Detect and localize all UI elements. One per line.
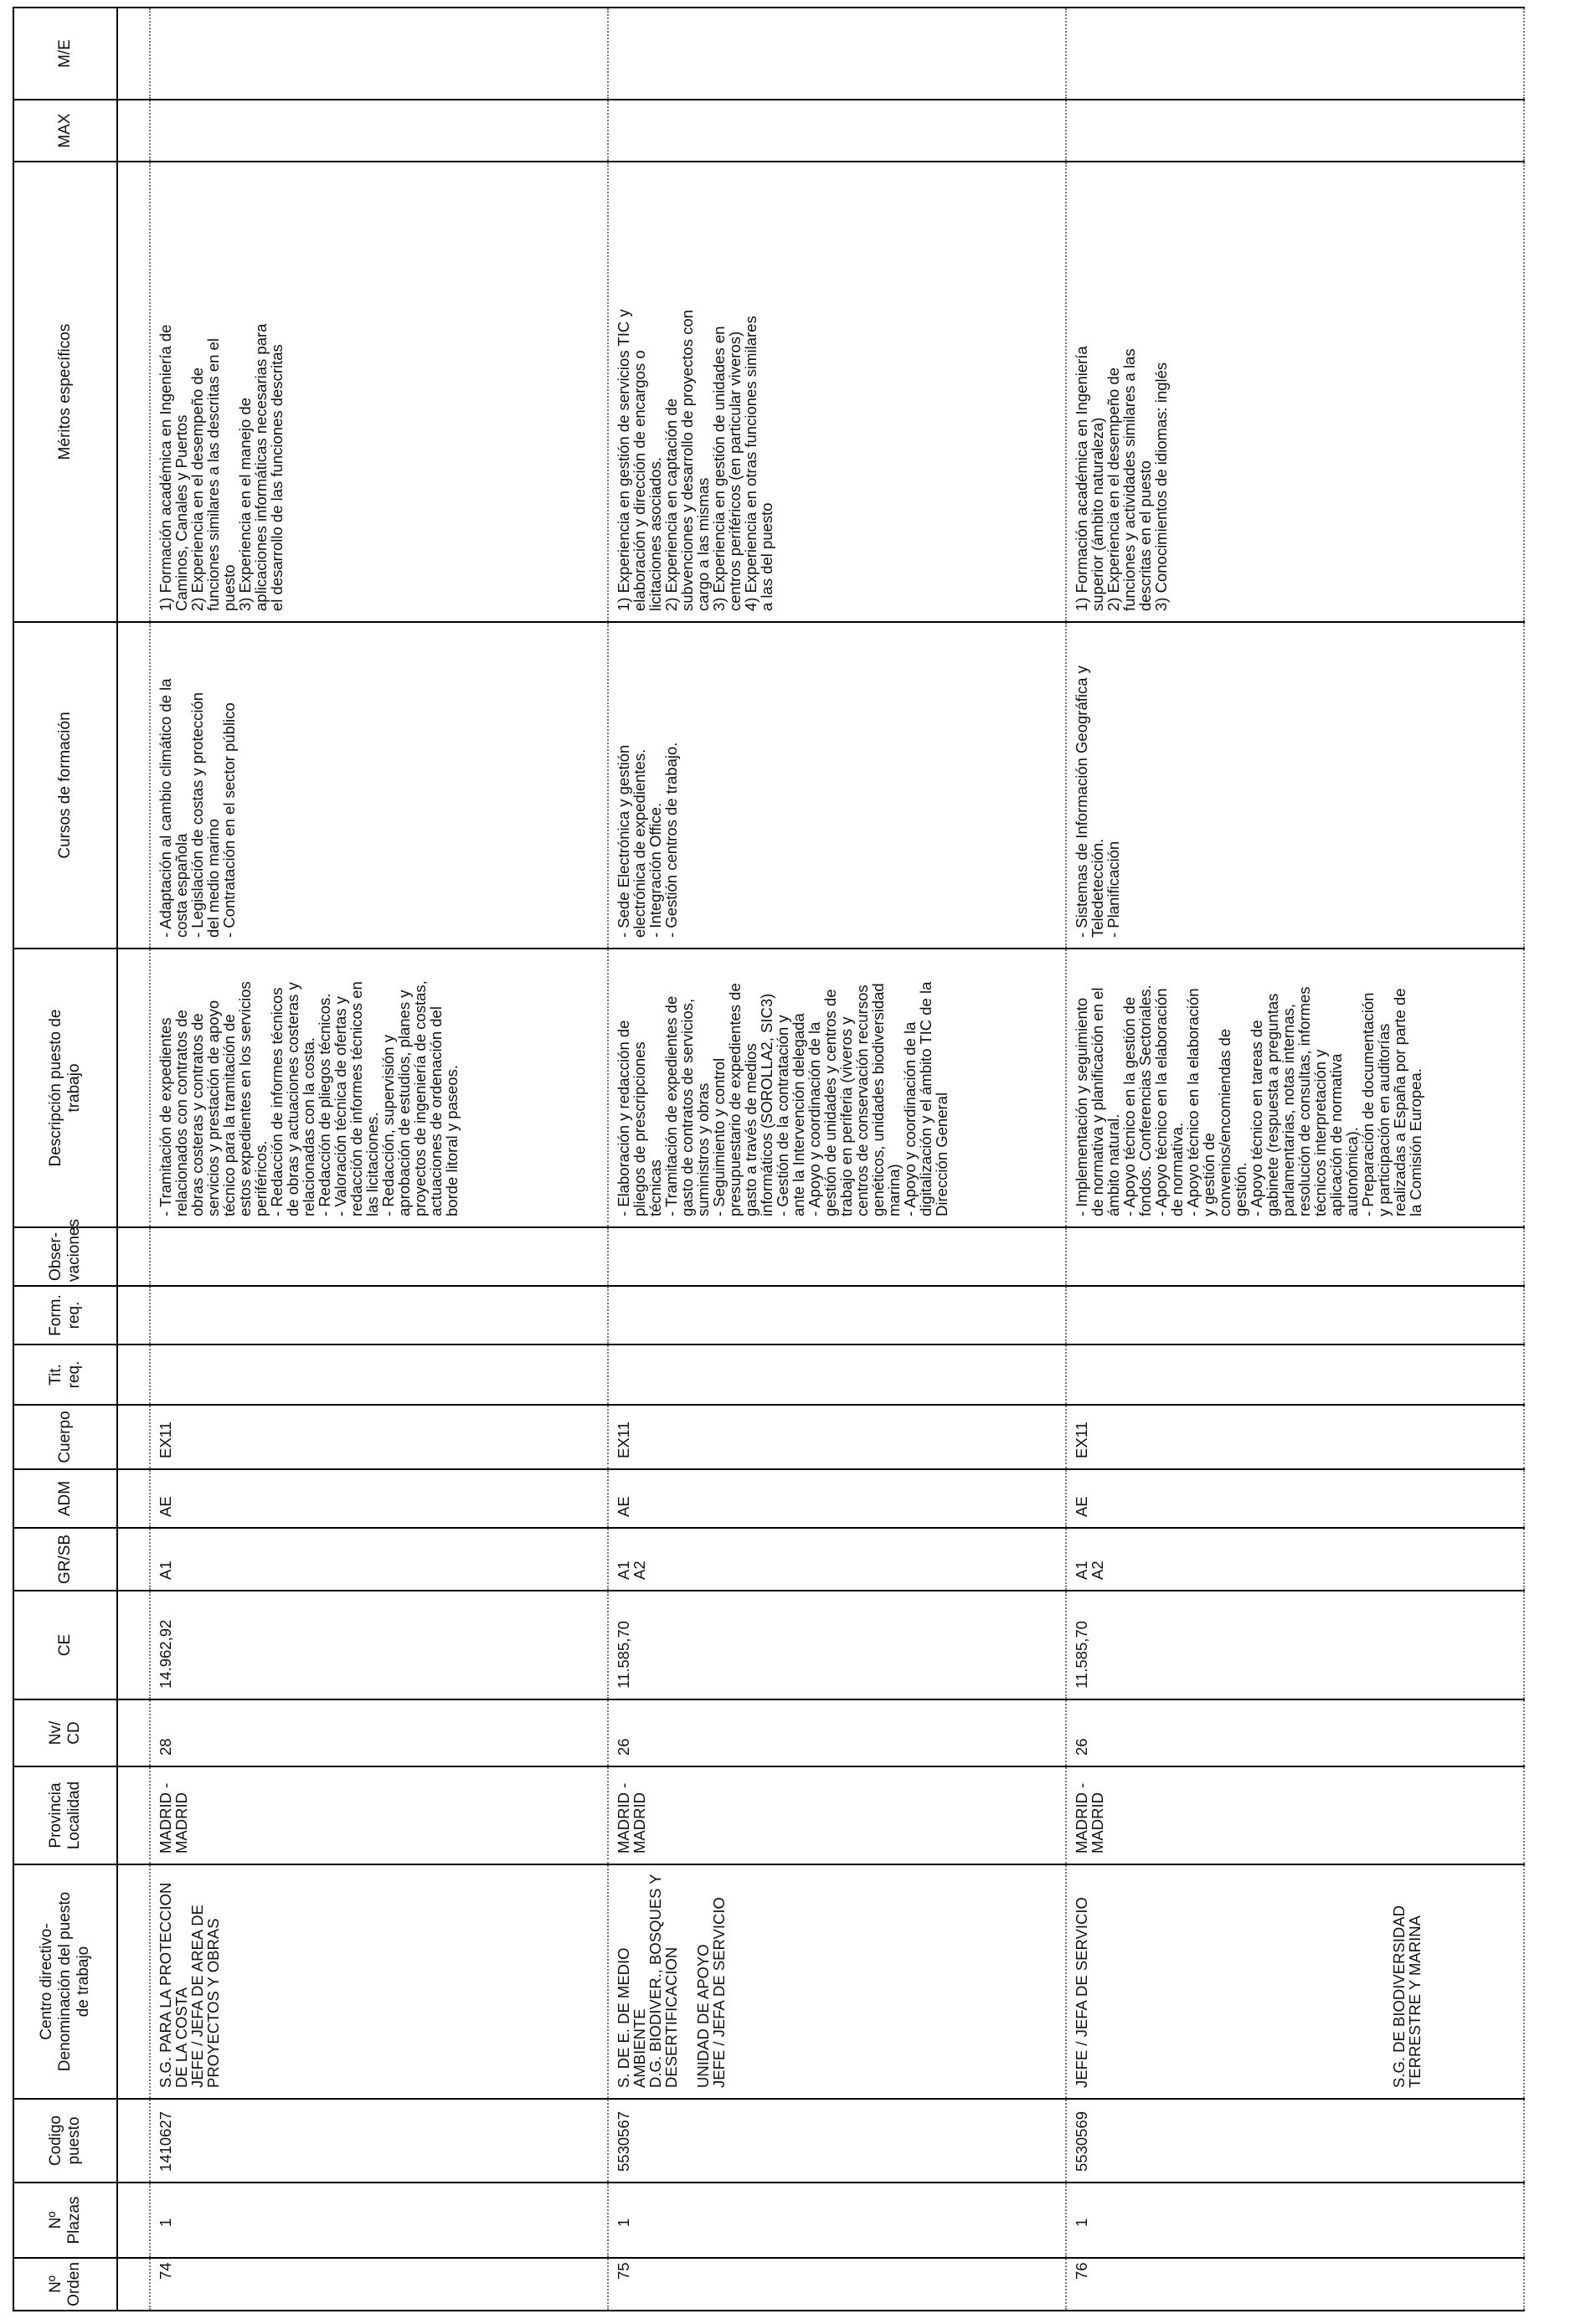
header-spacer-row — [117, 8, 150, 2311]
cell-plazas: 1 — [1066, 2183, 1524, 2258]
header-nv: Nv/ CD — [13, 1699, 117, 1766]
cell-cuerpo: EX11 — [1066, 1405, 1524, 1469]
cell-cursos: - Sistemas de Información Geográfica y Teledetección. - Planificación — [1066, 622, 1524, 949]
cell-form — [1066, 1286, 1524, 1345]
header-ce: CE — [13, 1591, 117, 1699]
cell-provincia: MADRID - MADRID — [150, 1766, 608, 1864]
cell-adm: AE — [150, 1469, 608, 1528]
cell-provincia: MADRID - MADRID — [608, 1766, 1066, 1864]
cell-max — [1066, 100, 1524, 162]
cell-centro — [608, 1864, 1066, 2099]
cell-meritos: 1) Experiencia en gestión de servicios TIC y elaboración y dirección de encargos o licitaciones asociados. 2) Experiencia en captación de subvenciones y desarrollo de proyectos con cargo a las mismas 3) Experiencia en gestión de unidades en centros periféricos (en particular viveros) 4) Experiencia en otras funciones similares a las del puesto — [608, 162, 1066, 622]
table-row — [150, 8, 608, 2311]
cell-gr: A1 — [150, 1528, 608, 1591]
header-cursos: Cursos de formación — [13, 622, 117, 949]
cell-adm: AE — [1066, 1469, 1524, 1528]
cell-me — [608, 8, 1066, 100]
cell-nv: 26 — [1066, 1699, 1524, 1766]
cell-orden: 74 — [150, 2258, 608, 2311]
cell-tit — [1066, 1345, 1524, 1405]
header-centro: Centro directivo- Denominación del puesto de trabajo — [13, 1864, 117, 2099]
centro-unit: S.G. PARA LA PROTECCION DE LA COSTA — [157, 1882, 190, 2088]
header-max: MAX — [13, 100, 117, 162]
cell-me — [150, 8, 608, 100]
cell-nv: 26 — [608, 1699, 1066, 1766]
cell-codigo: 5530569 — [1066, 2099, 1524, 2183]
table-row — [608, 8, 1066, 2311]
header-plazas: Nº Plazas — [13, 2183, 117, 2258]
cell-ce: 11.585,70 — [608, 1591, 1066, 1699]
cell-cuerpo: EX11 — [608, 1405, 1066, 1469]
header-adm: ADM — [13, 1469, 117, 1528]
cell-descripcion: - Implementación y seguimiento de normativa y planificación en el ámbito natural. - Apoyo técnico en la gestión de fondos. Conferencias Sectoriales. - Apoyo técnico en la elaboración de normativa. - Apoyo técnico en la elaboración y gestión de convenios/encomiendas de gestión. - Apoyo técnico en tareas de gabinete (respuesta a preguntas parlamentarias, notas internas, resolución de consultas, informes técnicos interpretación y aplicación de normativa autonómica). - Preparación de documentación y participación en auditorías realizadas a España por parte de la Comisión Europea. — [1066, 949, 1524, 1227]
cell-cursos: - Adaptación al cambio climático de la costa española - Legislación de costas y protección del medio marino - Contratación en el sector público — [150, 622, 608, 949]
cell-max — [608, 100, 1066, 162]
cell-codigo: 1410627 — [150, 2099, 608, 2183]
cell-obs — [1066, 1227, 1524, 1286]
cell-obs — [150, 1227, 608, 1286]
centro-puesto: JEFE / JEFA DE SERVICIO — [1073, 1897, 1090, 2088]
header-descripcion: Descripción puesto de trabajo — [13, 949, 117, 1227]
cell-tit — [150, 1345, 608, 1405]
cell-meritos: 1) Formación académica en Ingeniería de Caminos, Canales y Puertos 2) Experiencia en el desempeño de funciones similares a las descritas en el puesto 3) Experiencia en el manejo de aplicaciones informáticas necesarias para el desarrollo de las funciones descritas — [150, 162, 608, 622]
job-positions-table — [13, 7, 1525, 2311]
header-meritos: Méritos específicos — [13, 162, 117, 622]
cell-obs — [608, 1227, 1066, 1286]
cell-orden: 75 — [608, 2258, 1066, 2311]
centro-puesto: JEFE / JEFA DE SERVICIO — [710, 1897, 728, 2088]
cell-tit — [608, 1345, 1066, 1405]
centro-unit: S. DE E. DE MEDIO AMBIENTE D.G. BIODIVER., BOSQUES Y DESERTIFICACION UNIDAD DE APOYO — [615, 1874, 712, 2088]
cell-form — [608, 1286, 1066, 1345]
cell-adm: AE — [608, 1469, 1066, 1528]
cell-me — [1066, 8, 1524, 100]
centro-puesto: JEFE / JEFA DE AREA DE PROYECTOS Y OBRAS — [188, 1905, 222, 2088]
cell-meritos: 1) Formación académica en Ingeniería superior (ámbito naturaleza) 2) Experiencia en el desempeño de funciones y actividades similares a las descritas en el puesto 3) Conocimientos de idiomas: inglés — [1066, 162, 1524, 622]
cell-ce: 14.962,92 — [150, 1591, 608, 1699]
cell-centro — [150, 1864, 608, 2099]
header-codigo: Codigo puesto — [13, 2099, 117, 2183]
table-row — [1066, 8, 1524, 2311]
cell-centro — [1066, 1864, 1524, 2099]
header-me: M/E — [13, 8, 117, 100]
header-obs: Obser- vaciones — [13, 1227, 117, 1286]
cell-max — [150, 100, 608, 162]
cell-provincia: MADRID - MADRID — [1066, 1766, 1524, 1864]
cell-cursos: - Sede Electrónica y gestión electrónica de expedientes. - Integración Office. - Gestión centros de trabajo. — [608, 622, 1066, 949]
cell-descripcion: - Tramitación de expedientes relacionados con contratos de obras costeras y contratos de servicios y prestación de apoyo técnico para la tramitación de estos expedientes en los servicios periféricos. - Redacción de informes técnicos de obras y actuaciones costeras y relacionadas con la costa. - Redacción de pliegos técnicos. - Valoración técnica de ofertas y redacción de informes técnicos en las licitaciones. - Redacción, supervisión y aprobación de estudios, planes y proyectos de ingeniería de costas, actuaciones de ordenación del borde litoral y paseos. — [150, 949, 608, 1227]
header-tit: Tit. req. — [13, 1345, 117, 1405]
header-gr: GR/SB — [13, 1528, 117, 1591]
cell-cuerpo: EX11 — [150, 1405, 608, 1469]
header-provincia: Provincia Localidad — [13, 1766, 117, 1864]
header-orden: Nº Orden — [13, 2258, 117, 2311]
cell-nv: 28 — [150, 1699, 608, 1766]
header-form: Form. req. — [13, 1286, 117, 1345]
cell-gr: A1 A2 — [1066, 1528, 1524, 1591]
cell-plazas: 1 — [150, 2183, 608, 2258]
header-row — [13, 8, 117, 2311]
cell-gr: A1 A2 — [608, 1528, 1066, 1591]
cell-codigo: 5530567 — [608, 2099, 1066, 2183]
cell-plazas: 1 — [608, 2183, 1066, 2258]
header-cuerpo: Cuerpo — [13, 1405, 117, 1469]
cell-ce: 11.585,70 — [1066, 1591, 1524, 1699]
centro-after: S.G. DE BIODIVERSIDAD TERRESTRE Y MARINA — [1390, 1905, 1424, 2088]
cell-form — [150, 1286, 608, 1345]
cell-descripcion: - Elaboración y redacción de pliegos de prescripciones técnicas - Tramitación de expedientes de gasto de contratos de servicios, suministros y obras - Seguimiento y control presupuestario de expedientes de gasto a través de medios informáticos (SOROLLA2, SIC3) - Gestión de la contratación y ante la Intervención delegada - Apoyo y coordinación de la gestión de unidades y centros de trabajo en periferia (viveros y centros de conservación recursos genéticos, unidades biodiversidad marina) - Apoyo y coordinación de la digitalización y el ámbito TIC de la Dirección General — [608, 949, 1066, 1227]
cell-orden: 76 — [1066, 2258, 1524, 2311]
